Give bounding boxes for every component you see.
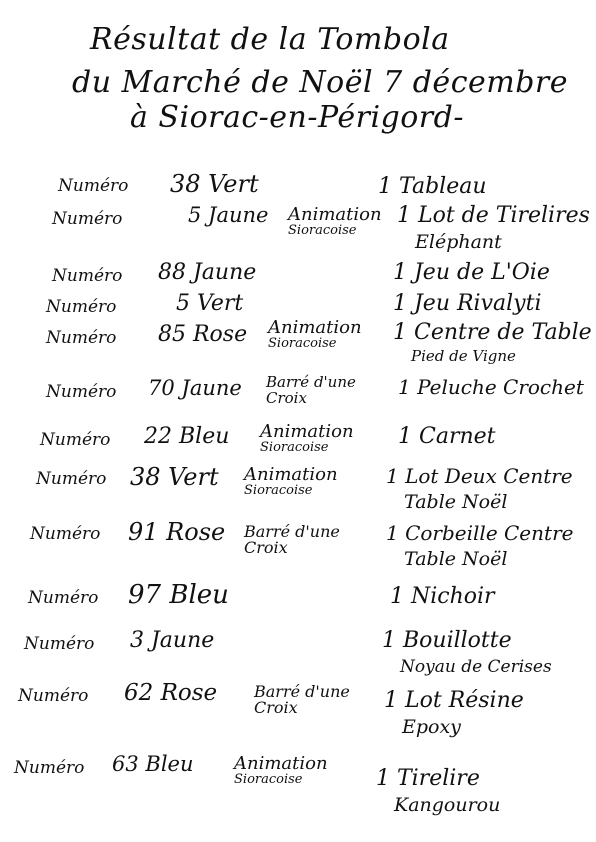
organizer [254, 684, 350, 716]
title-line-1: Résultat de la Tombola [90, 22, 450, 57]
organizer-sub: Croix [266, 389, 307, 407]
prize [398, 374, 584, 400]
row-label: Numéro [28, 588, 99, 608]
ticket-number: 91 Rose [128, 518, 226, 546]
prize-line-2: Pied de Vigne [411, 347, 516, 365]
prize [384, 688, 524, 740]
prize-line-1: 1 Tableau [378, 174, 487, 199]
organizer [268, 317, 362, 352]
prize-line-1: 1 Lot Deux Centre [386, 464, 573, 488]
organizer-name: Barré d'une [244, 522, 340, 541]
ticket-number: 22 Bleu [144, 424, 230, 449]
prize [397, 203, 590, 255]
row-label: Numéro [46, 328, 117, 348]
ticket-number: 88 Jaune [158, 260, 257, 285]
prize [390, 584, 495, 610]
prize-line-2: Kangourou [394, 794, 501, 816]
prize-line-1: 1 Jeu Rivalyti [393, 291, 542, 316]
prize-line-1: 1 Corbeille Centre [386, 521, 574, 545]
row-label: Numéro [52, 209, 123, 229]
prize-line-2: Noyau de Cerises [400, 657, 552, 677]
row-label: Numéro [24, 634, 95, 654]
row-label: Numéro [46, 297, 117, 317]
organizer [244, 464, 338, 499]
prize [376, 766, 500, 818]
organizer [244, 524, 340, 556]
prize [382, 628, 552, 680]
prize [398, 424, 496, 450]
prize-line-1: 1 Centre de Table [393, 320, 592, 345]
title-line-2: du Marché de Noël 7 décembre [72, 65, 568, 100]
organizer [266, 374, 356, 406]
organizer-sub: Croix [254, 698, 298, 717]
organizer-name: Animation [260, 421, 354, 442]
prize [393, 291, 541, 317]
ticket-number: 38 Vert [130, 463, 219, 491]
organizer-name: Animation [268, 317, 362, 338]
ticket-number: 5 Jaune [188, 203, 269, 227]
row-label: Numéro [36, 469, 107, 489]
row-label: Numéro [18, 686, 89, 706]
prize [393, 320, 592, 366]
prize-line-2: Epoxy [402, 716, 461, 738]
prize-line-2: Table Noël [404, 548, 508, 570]
prize-line-2: Table Noël [404, 491, 508, 513]
prize-line-1: 1 Tirelire [376, 766, 480, 791]
row-label: Numéro [14, 758, 85, 778]
ticket-number: 63 Bleu [112, 752, 194, 776]
prize-line-1: 1 Jeu de L'Oie [393, 260, 550, 285]
ticket-number: 85 Rose [158, 322, 248, 347]
organizer-sub: Sioracoise [260, 440, 329, 455]
row-label: Numéro [46, 382, 117, 402]
ticket-number: 3 Jaune [130, 628, 215, 653]
organizer-name: Animation [244, 464, 338, 485]
organizer-name: Animation [288, 204, 382, 225]
row-label: Numéro [30, 524, 101, 544]
organizer-name: Barré d'une [254, 682, 350, 701]
organizer [260, 421, 354, 456]
prize-line-1: 1 Lot de Tirelires [397, 203, 590, 228]
organizer [234, 753, 328, 788]
organizer-sub: Sioracoise [234, 772, 303, 787]
prize [386, 520, 573, 572]
prize-line-1: 1 Bouillotte [382, 628, 512, 653]
title-line-3: à Siorac-en-Périgord- [130, 100, 464, 135]
prize-line-1: 1 Lot Résine [384, 688, 524, 713]
ticket-number: 97 Bleu [128, 580, 229, 610]
ticket-number: 5 Vert [176, 291, 244, 316]
prize-line-2: Eléphant [415, 231, 502, 253]
organizer-sub: Croix [244, 538, 288, 557]
row-label: Numéro [58, 176, 129, 196]
prize [378, 174, 487, 200]
row-label: Numéro [40, 430, 111, 450]
organizer [288, 204, 382, 239]
organizer-sub: Sioracoise [268, 336, 337, 351]
prize [386, 463, 573, 515]
prize-line-1: 1 Peluche Crochet [398, 375, 584, 399]
prize-line-1: 1 Nichoir [390, 584, 495, 609]
organizer-sub: Sioracoise [244, 483, 313, 498]
organizer-name: Animation [234, 753, 328, 774]
ticket-number: 38 Vert [170, 170, 259, 198]
organizer-name: Barré d'une [266, 373, 356, 391]
prize [393, 260, 550, 286]
prize-line-1: 1 Carnet [398, 424, 496, 449]
ticket-number: 70 Jaune [148, 376, 242, 400]
organizer-sub: Sioracoise [288, 223, 357, 238]
row-label: Numéro [52, 266, 123, 286]
ticket-number: 62 Rose [124, 680, 218, 706]
